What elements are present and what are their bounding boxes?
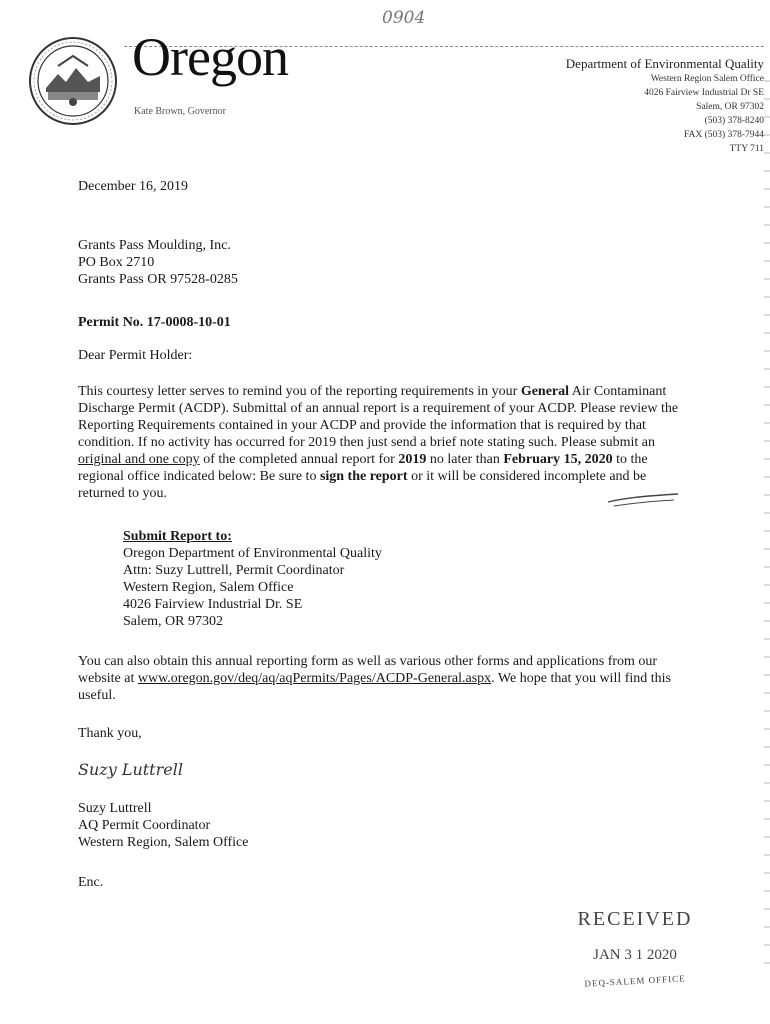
signer-title: AQ Permit Coordinator [78,818,211,833]
para1-text-6: or it will be considered incomplete and be returned to you. [78,469,647,501]
oregon-wordmark: Oregon [132,27,288,87]
para1-underline-copies: original and one copy [78,452,200,467]
para2-text-2: . We hope that you will find this useful. [78,671,672,703]
recipient-city: Grants Pass OR 97528-0285 [78,272,238,287]
recipient-company: Grants Pass Moulding, Inc. [78,238,231,253]
office-name: Western Region Salem Office [650,74,764,84]
received-stamp [560,908,710,989]
submit-line-attn: Attn: Suzy Luttrell, Permit Coordinator [123,563,345,578]
reminder-paragraph [78,383,688,502]
governor-name: Kate Brown, Governor [134,106,226,117]
office-city: Salem, OR 97302 [696,102,764,112]
oregon-state-seal [28,36,118,126]
department-letterhead [566,56,764,156]
para1-bold-general: General [520,384,570,399]
submit-line-street: 4026 Fairview Industrial Dr. SE [123,597,303,612]
enclosure-note: Enc. [78,875,104,890]
salutation: Dear Permit Holder: [78,348,193,363]
submit-line-city: Salem, OR 97302 [123,614,223,629]
para1-text-2: Air Contaminant Discharge Permit (ACDP). Submittal of an annual report is a requirement of your ACDP. Please review the Reporting Requirements contained in your ACDP and provide the information that is required by that condition. If no activity has occurred for 2019 then just send a brief note stating such. Please submit an [78,384,679,450]
signature: Suzy Luttrell [78,760,183,779]
stamp-date: JAN 3 1 2020 [593,947,677,963]
submit-line-agency: Oregon Department of Environmental Quality [123,546,382,561]
signer-name: Suzy Luttrell [78,801,152,816]
submit-title: Submit Report to: [123,529,232,544]
website-paragraph [78,653,688,704]
office-fax: FAX (503) 378-7944 [683,130,764,140]
office-street: 4026 Fairview Industrial Dr SE [644,88,764,98]
scan-edge-marks [764,80,770,980]
permit-number: Permit No. 17-0008-10-01 [78,315,231,330]
para1-text-3: of the completed annual report for [199,452,399,467]
office-phone: (503) 378-8240 [704,116,764,126]
signer-office: Western Region, Salem Office [78,835,249,850]
para1-text-4: no later than [426,452,504,467]
website-link[interactable]: www.oregon.gov/deq/aq/aqPermits/Pages/ACDP-General.aspx [137,671,492,686]
department-name: Department of Environmental Quality [565,56,764,71]
stamp-title: RECEIVED [577,908,693,930]
closing: Thank you, [78,726,142,741]
recipient-address [78,237,238,288]
recipient-po-box: PO Box 2710 [78,255,155,270]
pen-underline-mark [604,486,684,508]
para1-text-5: to the regional office indicated below: Be sure to [78,452,648,484]
stamp-office: DEQ-SALEM OFFICE [584,973,686,989]
para1-bold-sign: sign the report [319,469,408,484]
submit-address-block [123,528,382,630]
para1-bold-year: 2019 [398,452,427,467]
para2-text-1: You can also obtain this annual reporting form as well as various other forms and applications from our website at [78,654,658,686]
para1-text-1: This courtesy letter serves to remind you of the reporting requirements in your [78,384,521,399]
signer-block [78,800,248,851]
office-tty: TTY 711 [729,144,764,154]
para1-bold-deadline: February 15, 2020 [503,452,613,467]
handwritten-note: 0904 [382,8,426,28]
letter-date: December 16, 2019 [78,179,189,194]
submit-line-office: Western Region, Salem Office [123,580,294,595]
